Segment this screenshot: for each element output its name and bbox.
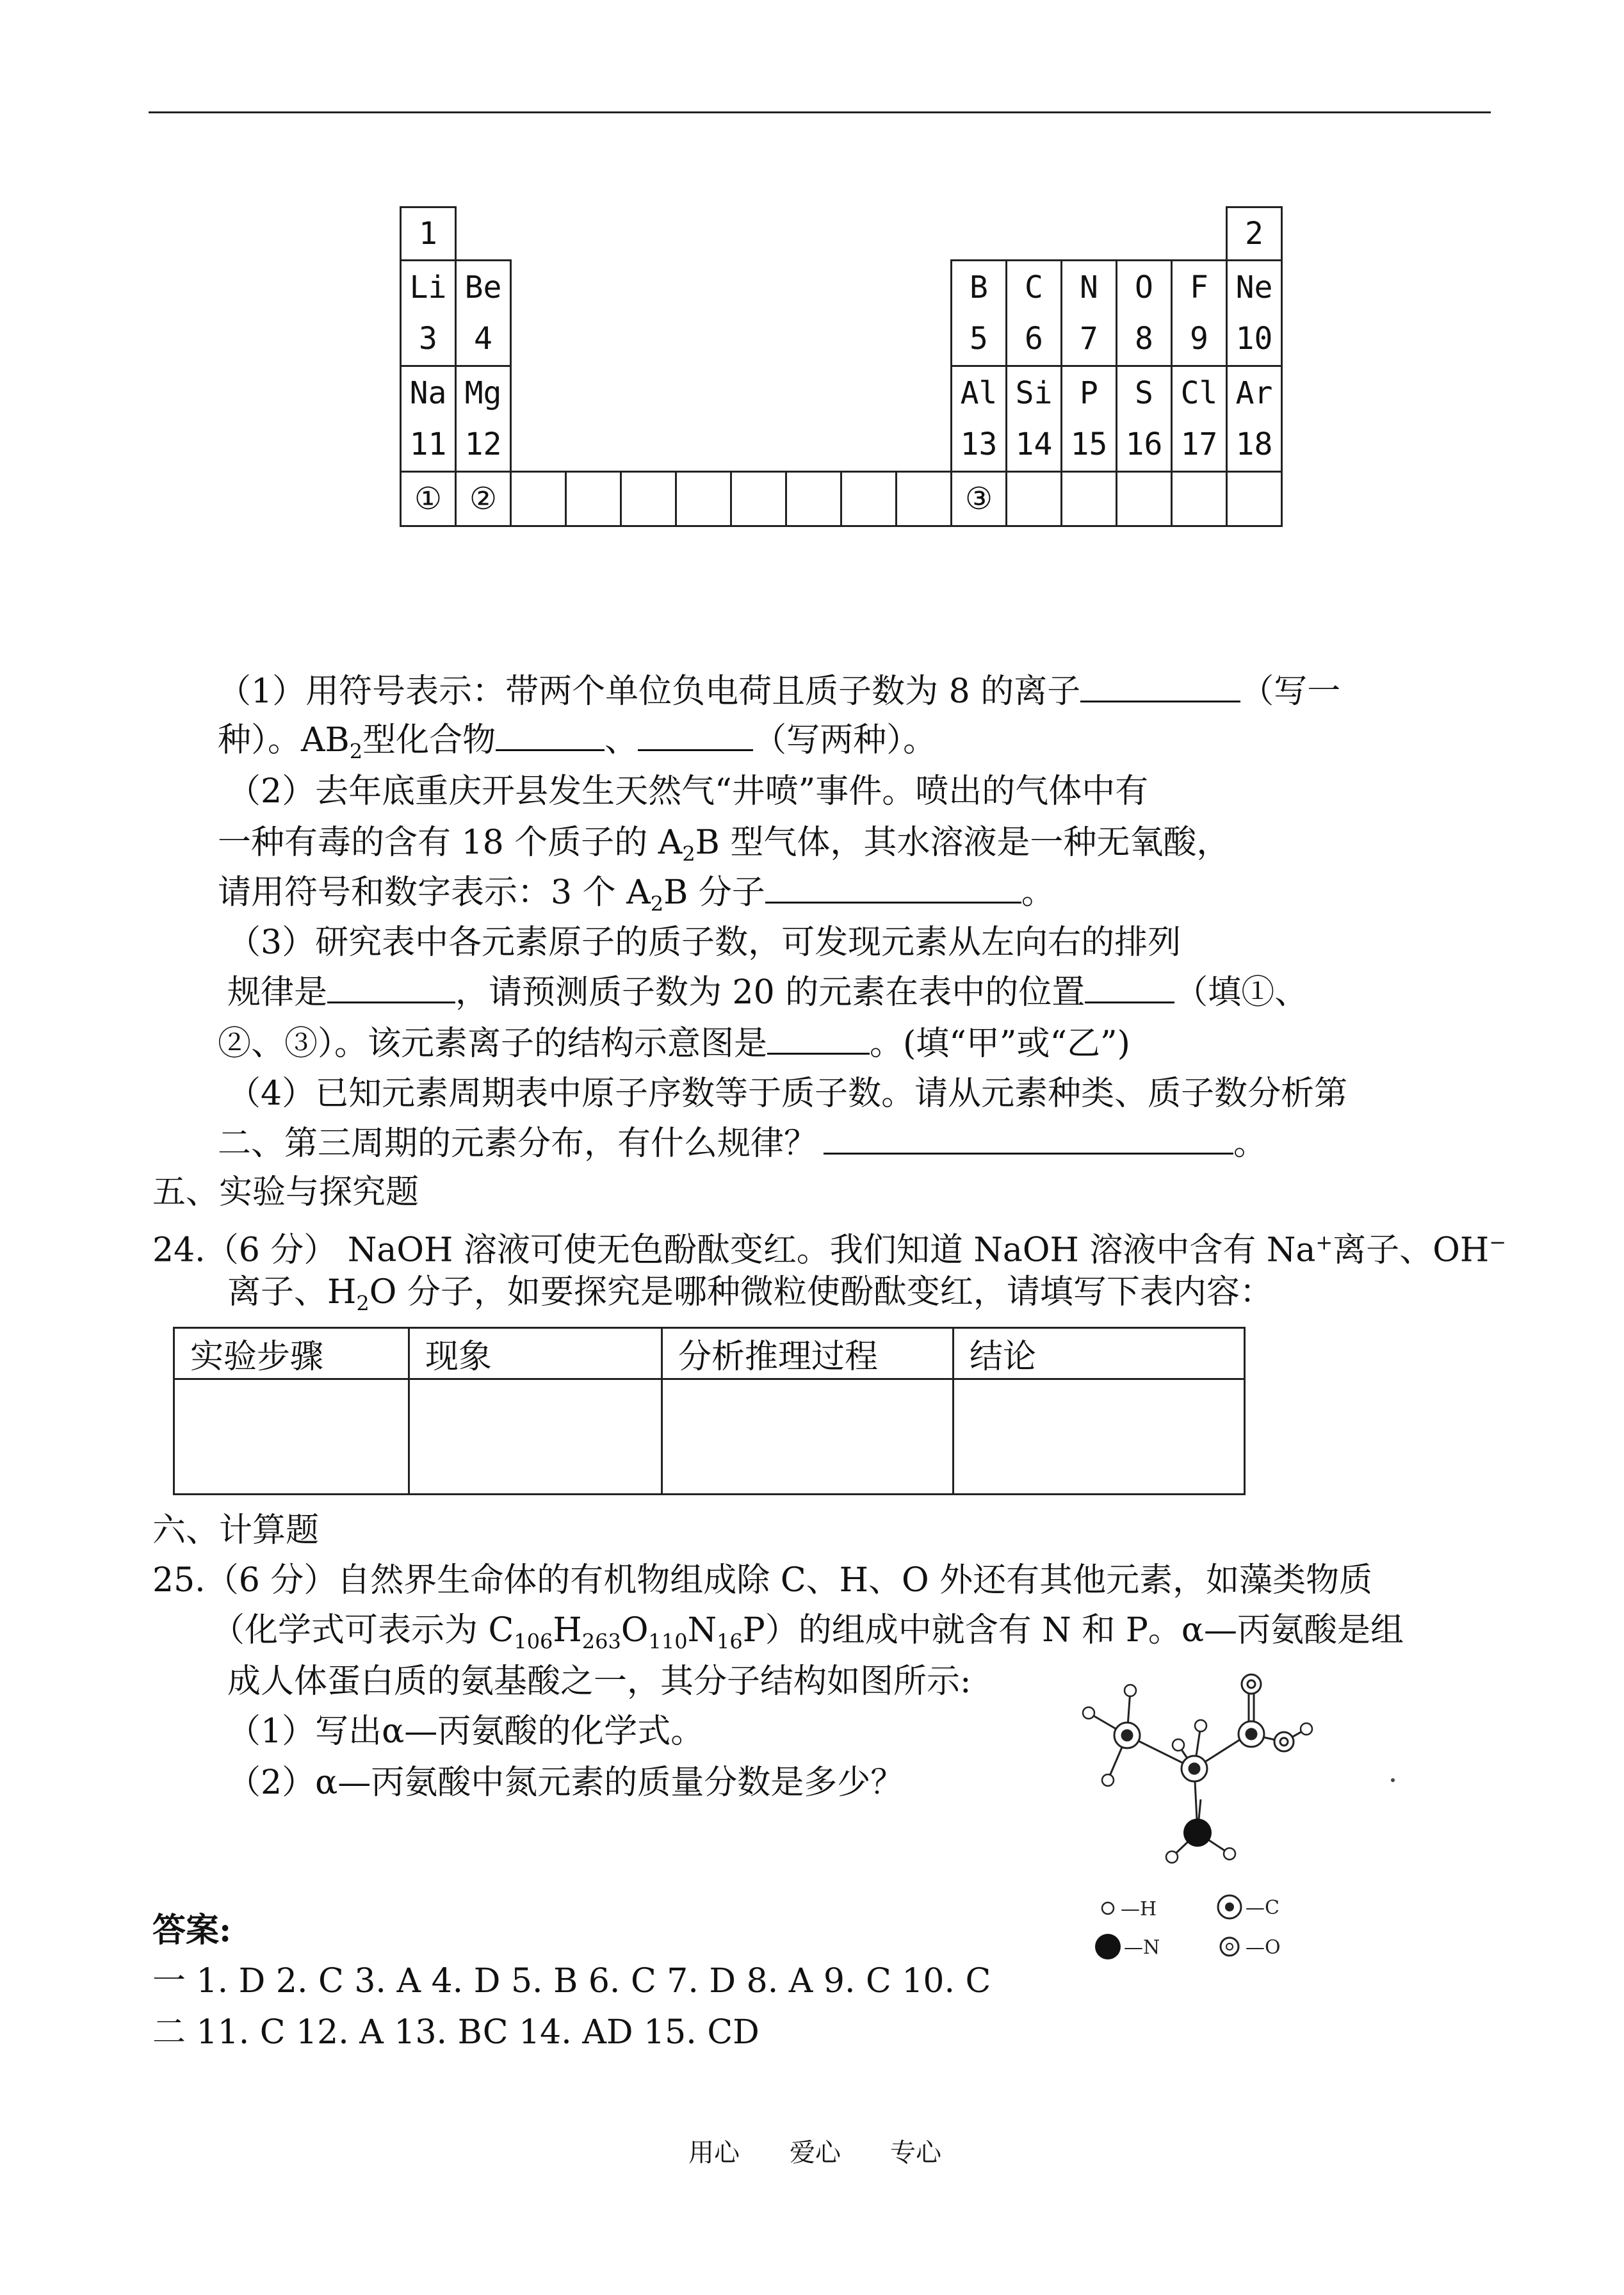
q23-line-2: 种）。$AB_2$型化合物 、 （写两种）。 bbox=[218, 715, 936, 777]
pt-cell-b: B 5 bbox=[952, 261, 1007, 366]
pt-mark-1: ① bbox=[401, 472, 456, 526]
footer-text-3: 专心 bbox=[890, 2138, 941, 2168]
q23-line-1: （1）用符号表示：带两个单位负电荷且质子数为 8 的离子 （写一 bbox=[218, 666, 1340, 717]
alanine-molecule-diagram bbox=[1063, 1665, 1422, 1972]
pt-cell-na: Na 11 bbox=[401, 366, 456, 472]
footer-text-1: 用心 bbox=[688, 2138, 740, 2168]
experiment-table bbox=[173, 1327, 1246, 1495]
q23-line-5: 请用符号和数字表示：3 个 $A_2B$ 分子 。 bbox=[218, 867, 1055, 929]
legend-c-label: —C bbox=[1246, 1897, 1279, 1919]
pt-empty-cell bbox=[676, 472, 731, 526]
pt-empty-cell bbox=[1007, 472, 1062, 526]
pt-empty-cell bbox=[511, 472, 566, 526]
exp-header-steps: 实验步骤 bbox=[174, 1328, 409, 1379]
q23-line-4: 一种有毒的含有 18 个质子的 $A_2B$ 型气体，其水溶液是一种无氧酸， bbox=[218, 823, 1230, 866]
pt-cell-o: O 8 bbox=[1117, 261, 1172, 366]
pt-empty-cell bbox=[897, 472, 952, 526]
pt-empty-cell bbox=[621, 472, 676, 526]
exp-header-conclusion: 结论 bbox=[954, 1328, 1245, 1379]
pt-cell-1: 1 bbox=[401, 207, 456, 261]
pt-empty-cell bbox=[841, 472, 897, 526]
pt-cell-ne: Ne 10 bbox=[1227, 261, 1282, 366]
pt-cell-be: Be 4 bbox=[456, 261, 511, 366]
section-5-heading: 五、实验与探究题 bbox=[152, 1173, 419, 1212]
pt-cell-li: Li 3 bbox=[401, 261, 456, 366]
pt-cell-ar: Ar 18 bbox=[1227, 366, 1282, 472]
q23-line-10: 二、第三周期的元素分布，有什么规律？ 。 bbox=[218, 1118, 1267, 1169]
pt-cell-al: Al 13 bbox=[952, 366, 1007, 472]
pt-cell-mg: Mg 12 bbox=[456, 366, 511, 472]
nitrogen-atom bbox=[1183, 1819, 1212, 1847]
molecule-legend bbox=[1095, 1895, 1281, 1959]
header-rule bbox=[149, 111, 1491, 113]
footer-text-2: 爱心 bbox=[790, 2138, 841, 2168]
pt-cell-s: S 16 bbox=[1117, 366, 1172, 472]
q25-line-1: 25.（6 分）自然界生命体的有机物组成除 C、H、O 外还有其他元素，如藻类物质 bbox=[152, 1561, 1373, 1600]
answers-title: 答案: bbox=[152, 1911, 232, 1950]
pt-cell-c: C 6 bbox=[1007, 261, 1062, 366]
periodic-table bbox=[400, 206, 1283, 527]
pt-cell-si: Si 14 bbox=[1007, 366, 1062, 472]
pt-cell-2: 2 bbox=[1227, 207, 1282, 261]
exp-cell-conclusion[interactable] bbox=[954, 1379, 1245, 1495]
legend-h-icon bbox=[1102, 1902, 1114, 1914]
pt-empty-cell bbox=[566, 472, 621, 526]
q23-line-6: （3）研究表中各元素原子的质子数，可发现元素从左向右的排列 bbox=[227, 923, 1181, 962]
pt-cell-cl: Cl 17 bbox=[1172, 366, 1227, 472]
q24-line-2: 离子、$H_2O$ 分子，如要探究是哪种微粒使酚酞变红，请填写下表内容： bbox=[227, 1273, 1273, 1316]
carbon-atoms bbox=[1114, 1721, 1264, 1781]
exp-cell-phenomenon[interactable] bbox=[409, 1379, 662, 1495]
pt-empty-cell bbox=[1227, 472, 1282, 526]
q25-line-3: 成人体蛋白质的氨基酸之一，其分子结构如图所示: bbox=[227, 1662, 971, 1701]
pt-empty-cell bbox=[786, 472, 841, 526]
q25-line-4: （1）写出α—丙氨酸的化学式。 bbox=[227, 1712, 704, 1751]
pt-mark-3: ③ bbox=[952, 472, 1007, 526]
legend-h-label: —H bbox=[1121, 1898, 1157, 1920]
q23-line-8: ②、③）。该元素离子的结构示意图是 。(填“甲”或“乙”) bbox=[218, 1018, 1130, 1069]
q25-line-2: （化学式可表示为 $C_{106}H_{263}O_{110}N_{16}P$）的组成中就含有 N 和 P。α—丙氨酸是组 bbox=[211, 1611, 1404, 1654]
legend-n-icon bbox=[1095, 1934, 1121, 1959]
section-6-heading: 六、计算题 bbox=[152, 1511, 320, 1550]
pt-empty-cell bbox=[1117, 472, 1172, 526]
pt-cell-n: N 7 bbox=[1062, 261, 1117, 366]
pt-cell-p: P 15 bbox=[1062, 366, 1117, 472]
pt-empty-cell bbox=[731, 472, 786, 526]
answers-row-1: 一 1. D 2. C 3. A 4. D 5. B 6. C 7. D 8. A 9. C 10. C bbox=[152, 1962, 991, 2000]
answers-row-2: 二 11. C 12. A 13. BC 14. AD 15. CD bbox=[152, 2013, 759, 2052]
exp-cell-steps[interactable] bbox=[174, 1379, 409, 1495]
q25-line-5: （2）α—丙氨酸中氮元素的质量分数是多少？ bbox=[227, 1764, 904, 1802]
pt-empty-cell bbox=[1172, 472, 1227, 526]
exp-header-phenomenon: 现象 bbox=[409, 1328, 662, 1379]
exp-cell-analysis[interactable] bbox=[662, 1379, 954, 1495]
pt-cell-f: F 9 bbox=[1172, 261, 1227, 366]
pt-mark-2: ② bbox=[456, 472, 511, 526]
pt-empty-cell bbox=[1062, 472, 1117, 526]
legend-n-label: —N bbox=[1124, 1936, 1160, 1959]
exp-header-analysis: 分析推理过程 bbox=[662, 1328, 954, 1379]
q23-line-9: （4）已知元素周期表中原子序数等于质子数。请从元素种类、质子数分析第 bbox=[227, 1075, 1348, 1113]
q23-line-3: （2）去年底重庆开县发生天然气“井喷”事件。喷出的气体中有 bbox=[227, 772, 1149, 811]
q24-line-1: 24.（6 分） NaOH 溶液可使无色酚酞变红。我们知道 NaOH 溶液中含有 Na+离子、OH− bbox=[152, 1230, 1507, 1270]
q23-line-7: 规律是 ，请预测质子数为 20 的元素在表中的位置 （填①、 bbox=[227, 967, 1308, 1018]
legend-o-label: —O bbox=[1246, 1936, 1281, 1959]
